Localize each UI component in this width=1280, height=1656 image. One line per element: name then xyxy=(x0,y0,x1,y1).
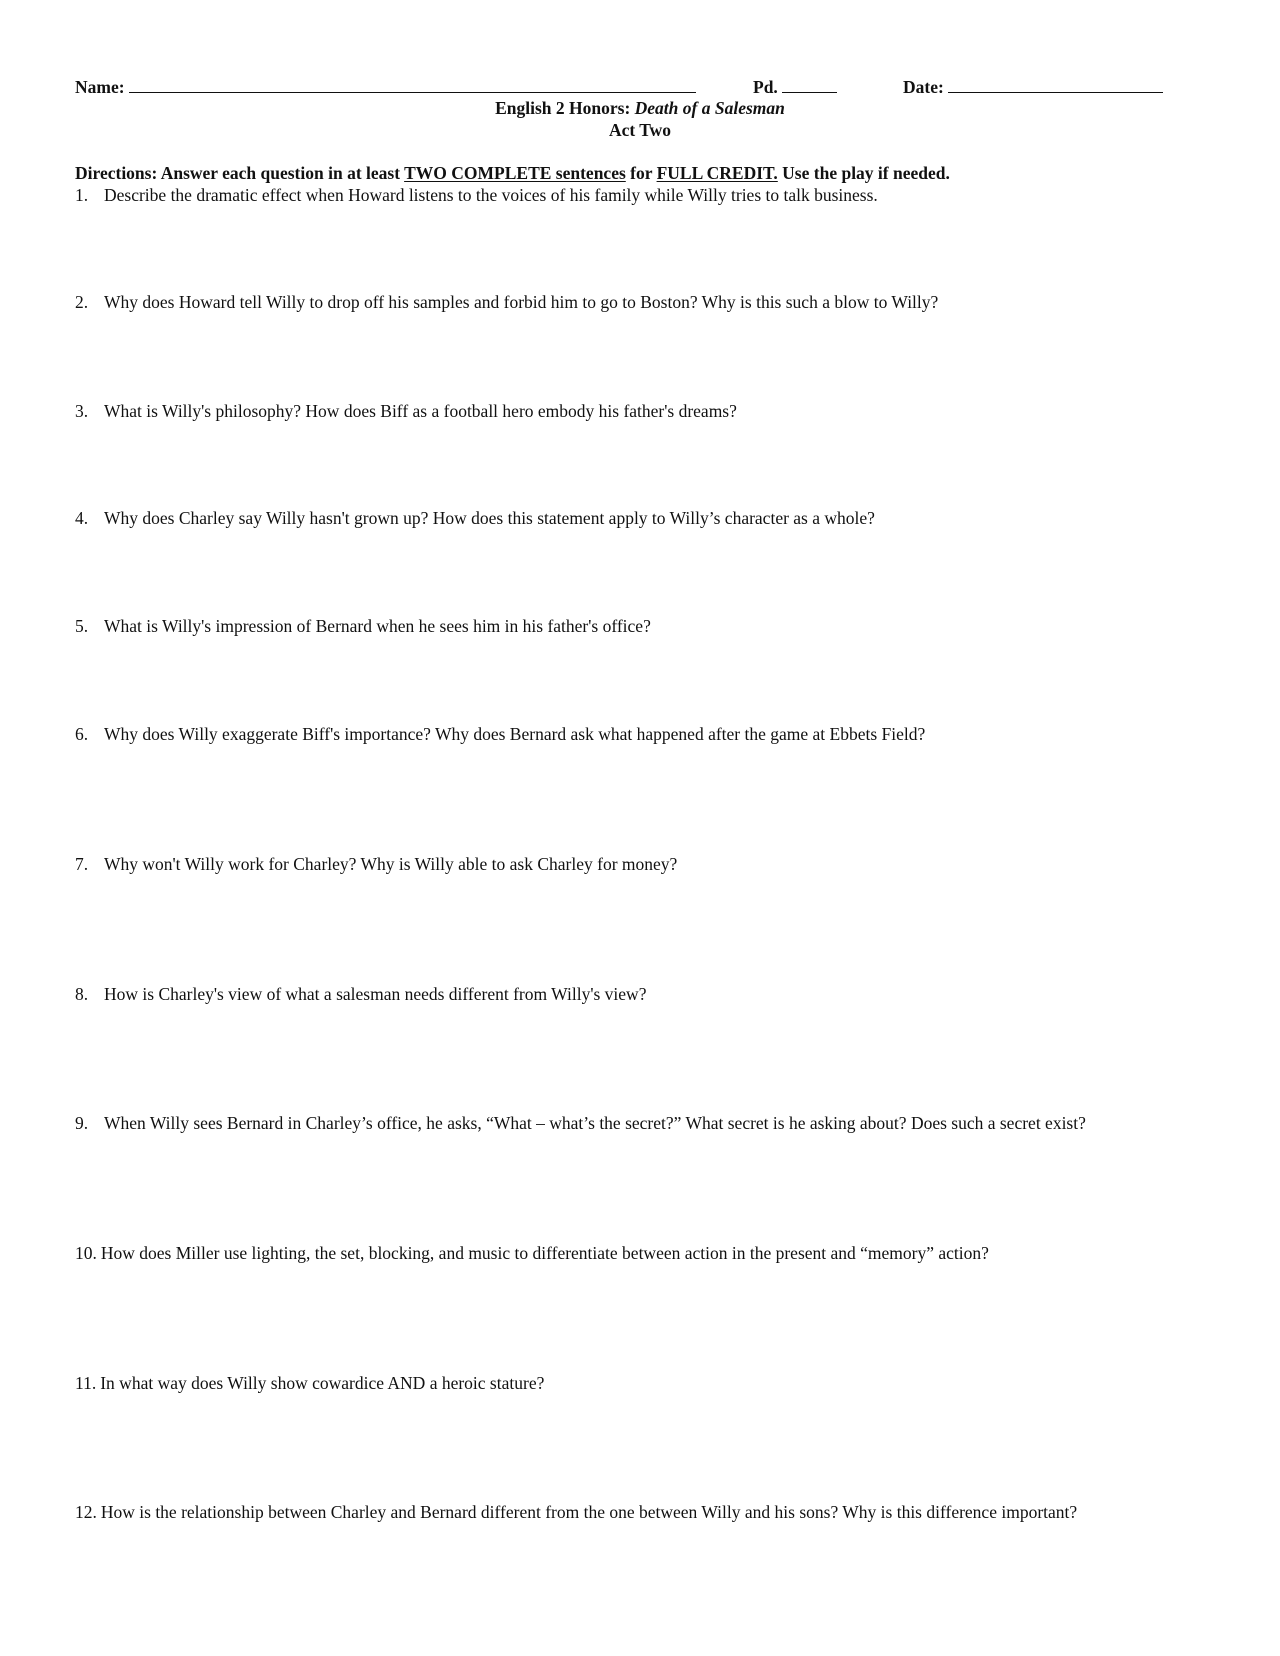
question-number: 10. xyxy=(75,1243,97,1263)
name-blank[interactable] xyxy=(129,78,696,93)
directions-middle: for xyxy=(625,163,657,183)
question-number: 11. xyxy=(75,1373,97,1393)
question-text: How does Miller use lighting, the set, blocking, and music to differentiate between action in the present and “memory” action? xyxy=(100,1243,989,1263)
question-text: Why does Willy exaggerate Biff's importance? Why does Bernard ask what happened after the game at Ebbets Field? xyxy=(104,724,926,744)
question-text: Describe the dramatic effect when Howard listens to the voices of his family while Willy tries to talk business. xyxy=(104,185,878,205)
question-text: What is Willy's impression of Bernard when he sees him in his father's office? xyxy=(104,616,651,636)
question-5 xyxy=(75,616,651,636)
question-text: Why does Howard tell Willy to drop off his samples and forbid him to go to Boston? Why is this such a blow to Willy? xyxy=(104,292,939,312)
question-3 xyxy=(75,401,737,421)
question-number: 2. xyxy=(75,292,89,312)
question-9 xyxy=(75,1113,1086,1133)
directions-prefix: Directions: Answer each question in at least xyxy=(75,163,405,183)
course-name: English 2 Honors: xyxy=(495,98,631,118)
question-number: 5. xyxy=(75,616,89,636)
work-title: Death of a Salesman xyxy=(634,98,785,118)
question-number: 9. xyxy=(75,1113,89,1133)
question-text: What is Willy's philosophy? How does Biff as a football hero embody his father's dreams? xyxy=(104,401,737,421)
question-number: 8. xyxy=(75,984,89,1004)
question-text: How is Charley's view of what a salesman needs different from Willy's view? xyxy=(104,984,647,1004)
question-text: When Willy sees Bernard in Charley’s office, he asks, “What – what’s the secret?” What secret is he asking about? Does such a secret exist? xyxy=(104,1113,1086,1133)
directions-emphasis-credit: FULL CREDIT. xyxy=(656,163,778,183)
question-1 xyxy=(75,185,878,205)
question-number: 12. xyxy=(75,1502,97,1522)
period-field[interactable] xyxy=(753,77,837,97)
question-2 xyxy=(75,292,938,312)
question-text: Why does Charley say Willy hasn't grown up? How does this statement apply to Willy’s character as a whole? xyxy=(104,508,875,528)
directions-emphasis-sentences: TWO COMPLETE sentences xyxy=(404,163,626,183)
question-number: 1. xyxy=(75,185,89,205)
question-12 xyxy=(75,1502,1077,1522)
question-number: 4. xyxy=(75,508,89,528)
date-field[interactable] xyxy=(903,77,1163,97)
question-4 xyxy=(75,508,875,528)
period-label: Pd. xyxy=(753,77,778,97)
question-10 xyxy=(75,1243,989,1263)
date-blank[interactable] xyxy=(948,78,1163,93)
period-blank[interactable] xyxy=(782,78,837,93)
directions xyxy=(75,163,950,183)
directions-suffix: Use the play if needed. xyxy=(777,163,950,183)
question-text: In what way does Willy show cowardice AND a heroic stature? xyxy=(100,1373,545,1393)
section-title: Act Two xyxy=(608,120,672,140)
question-number: 7. xyxy=(75,854,89,874)
question-8 xyxy=(75,984,646,1004)
question-11 xyxy=(75,1373,544,1393)
question-text: Why won't Willy work for Charley? Why is Willy able to ask Charley for money? xyxy=(104,854,678,874)
question-7 xyxy=(75,854,677,874)
question-text: How is the relationship between Charley and Bernard different from the one between Willy and his sons? Why is this difference important? xyxy=(100,1502,1078,1522)
worksheet-title xyxy=(0,98,1280,118)
question-6 xyxy=(75,724,925,744)
question-number: 3. xyxy=(75,401,89,421)
name-field[interactable] xyxy=(75,77,696,97)
question-number: 6. xyxy=(75,724,89,744)
name-label: Name: xyxy=(75,77,125,97)
date-label: Date: xyxy=(903,77,944,97)
